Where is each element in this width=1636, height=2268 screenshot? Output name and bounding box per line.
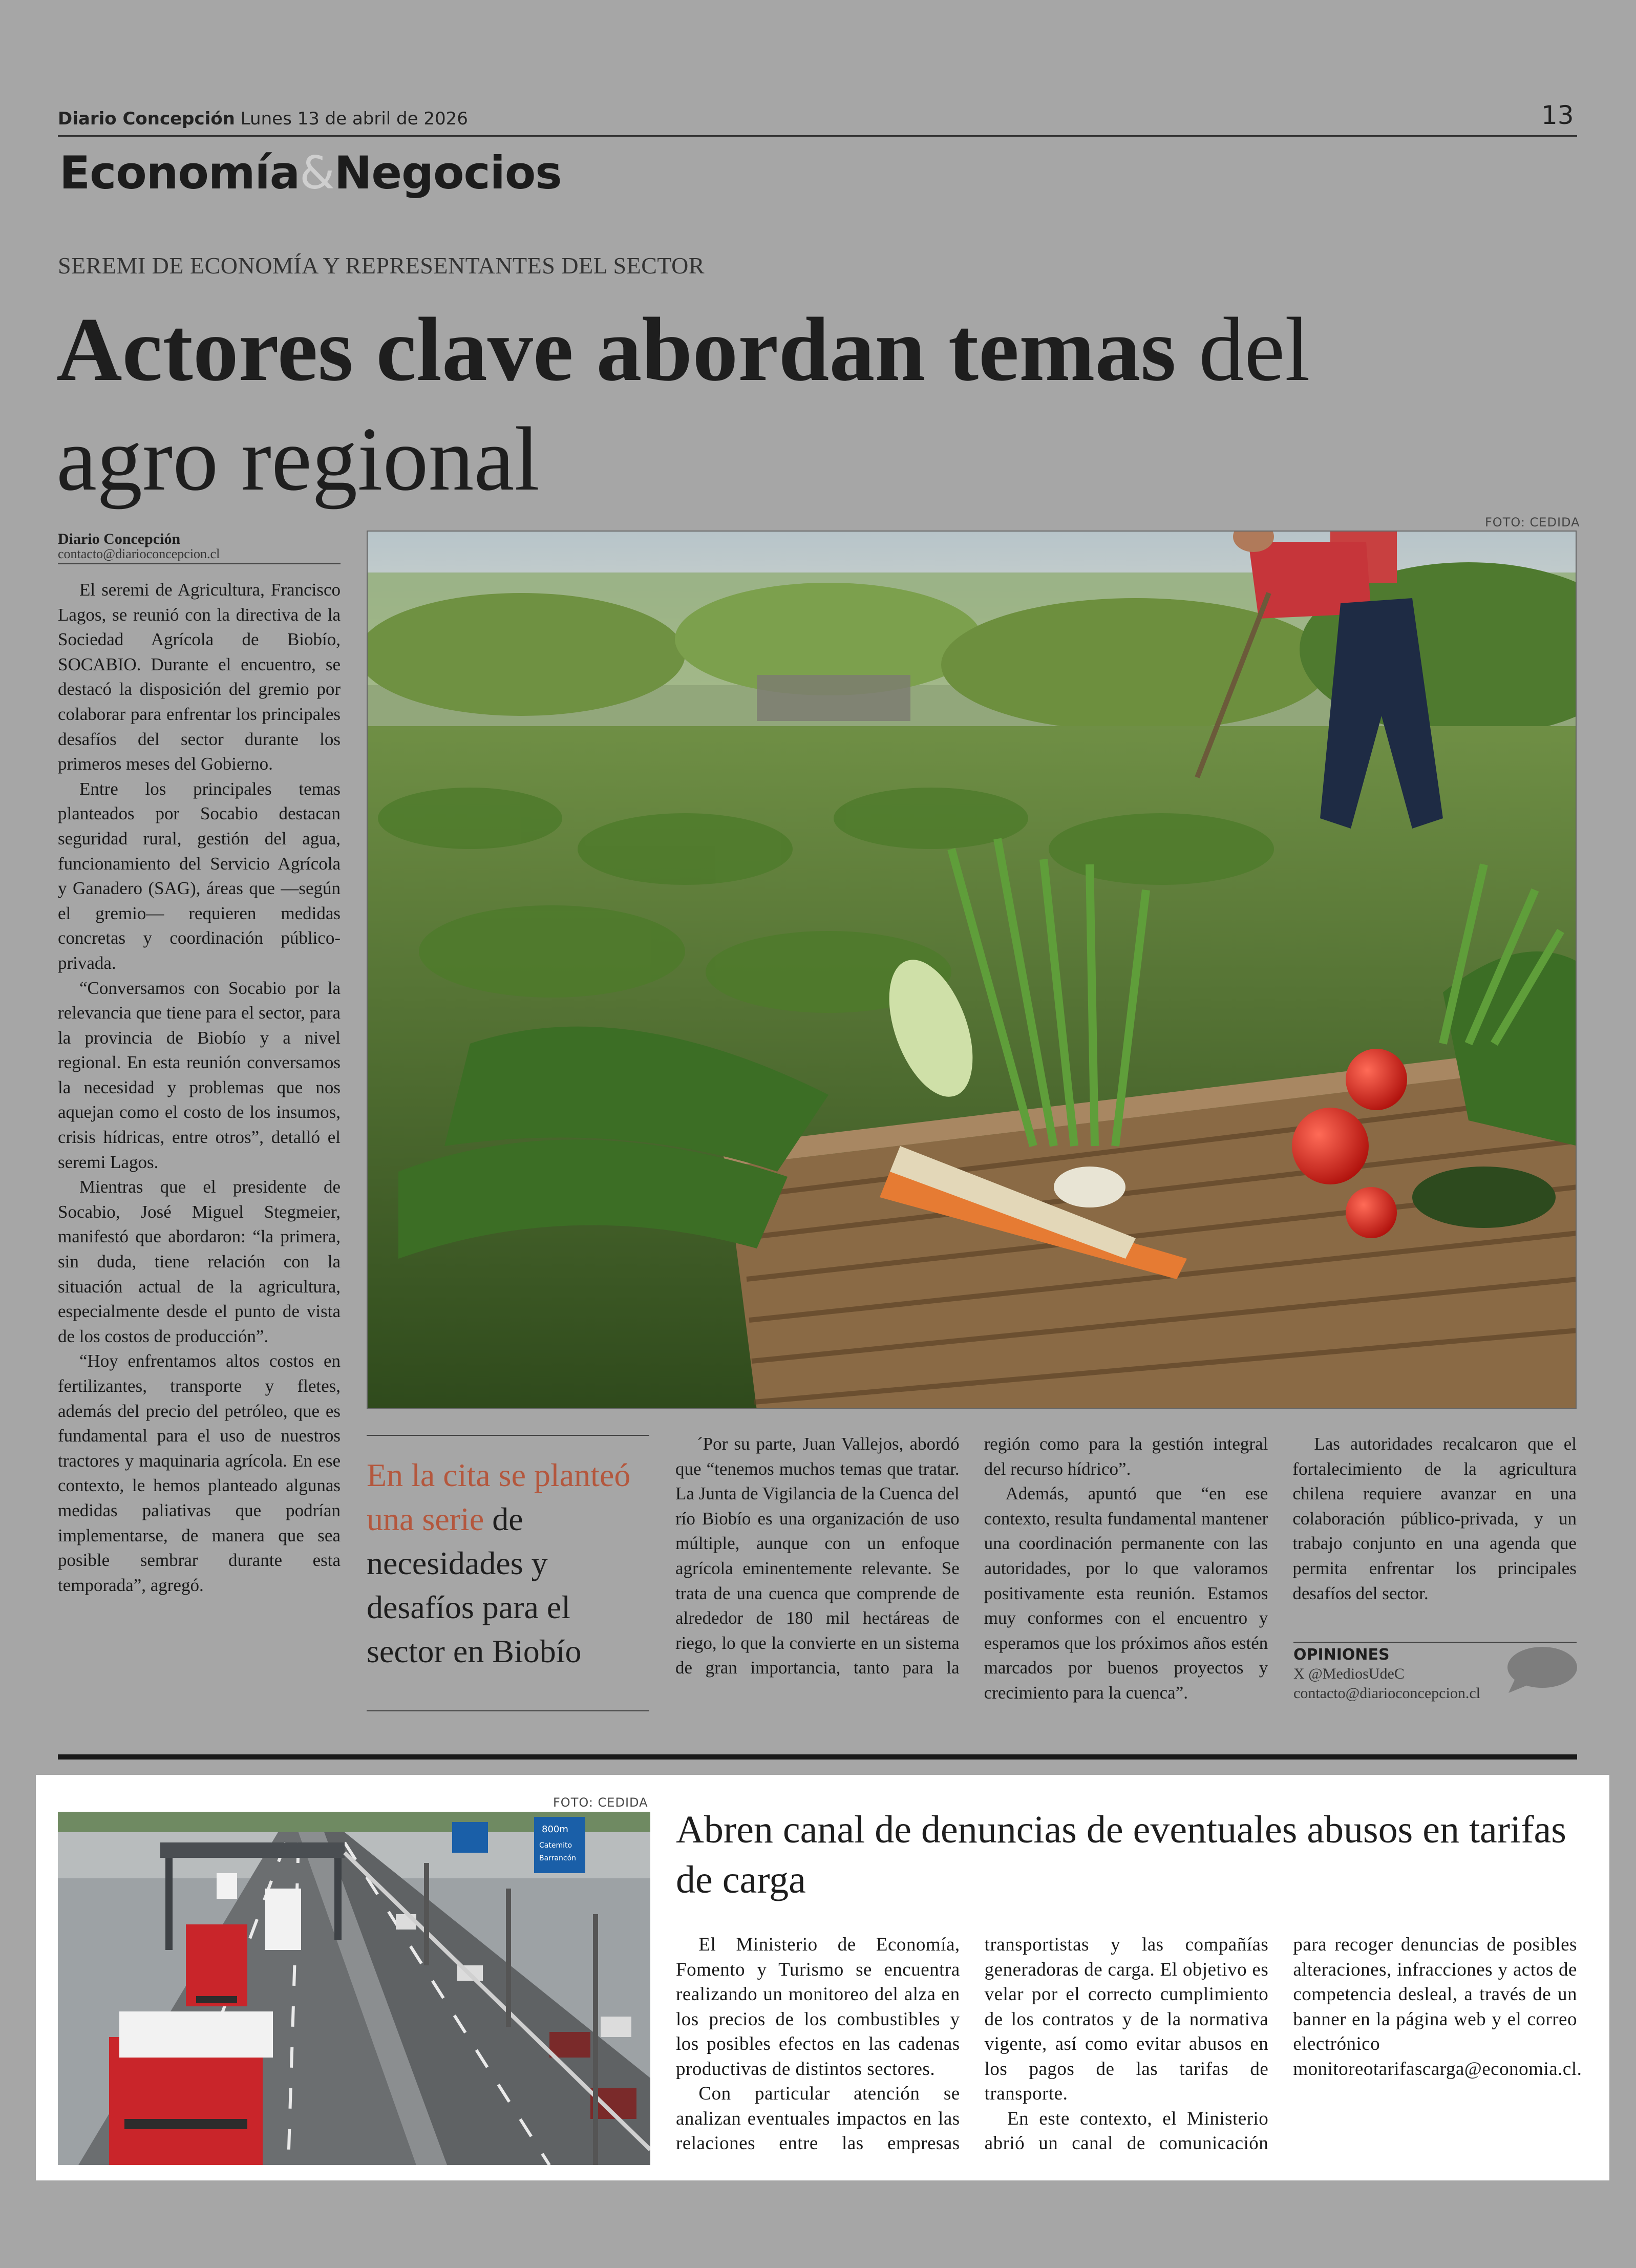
- byline-email[interactable]: contacto@diarioconcepcion.cl: [58, 546, 220, 561]
- main-photo-farm: [367, 531, 1577, 1409]
- article-column-3-5: [675, 1432, 1577, 1708]
- paragraph: Con particular atención se analizan eventuales impactos en las relaciones entre las empresas transportistas y las compañías generadoras de carga. El objetivo es velar por el correcto cumplimiento de los contratos y de la normativa vigente, así como evitar abusos en los pagos de las tarifas de transporte.: [676, 1934, 1269, 2154]
- masthead-line: [58, 109, 468, 129]
- paragraph: Además, apuntó que “en ese contexto, resulta fundamental mantener una coordinación permanente con las autoridades, por lo que valoramos positivamente esta reunión. Estamos muy conformes con el encuentro y esperamos que los próximos años estén marcados por buenos proyectos y crecimiento para la cuenca”.: [984, 1483, 1268, 1703]
- farm-vegetable-basket-image: [368, 532, 1577, 1409]
- byline-rule: [58, 563, 341, 564]
- byline-name: Diario Concepción: [58, 531, 181, 547]
- paragraph: Las autoridades recalcaron que el fortalecimiento de la agricultura chilena requiere avanzar en una colaboración público-privada, y un trabajo conjunto en una agenda que permita enfrentar los principales desafíos del sector.: [1292, 1434, 1577, 1603]
- paragraph: El seremi de Agricultura, Francisco Lagos, se reunió con la directiva de la Sociedad Agrícola de Biobío, SOCABIO. Durante el encuentro, se destacó la disposición del gremio por colaborar para enfrentar los principales desafíos del sector durante los primeros meses del Gobierno.: [58, 580, 341, 774]
- paragraph: El Ministerio de Economía, Fomento y Turismo se encuentra realizando un monitoreo del alza en los precios de los combustibles y los posibles efectos en las cadenas productivas de distintos sectores.: [676, 1934, 960, 2080]
- article-headline: Actores clave abordan temas del agro regional: [56, 299, 1310, 510]
- speech-bubble-icon: [1504, 1646, 1577, 1698]
- opinions-email[interactable]: contacto@diarioconcepcion.cl: [1293, 1685, 1480, 1702]
- opinions-rule: [1293, 1642, 1577, 1643]
- paragraph: ´Por su parte, Juan Vallejos, abordó que “tenemos muchos temas que tratar. La Junta de Vigilancia de la Cuenca del río Biobío es una organización de uso múltiple, aunque con un enfoque agrícola eminentemente relevante. Se trata de una cuenca que comprende de alrededor de 180 mil hectáreas de riego, lo que la convierte en un sistema de gran importancia, tanto para la región como para la gestión integral del recurso hídrico”.: [675, 1434, 1268, 1678]
- brief-headline: Abren canal de denuncias de eventuales abusos en tarifas de carga: [676, 1808, 1566, 1901]
- sign-text-2: Catemito: [539, 1841, 572, 1850]
- brief-photo-credit: FOTO: CEDIDA: [553, 1795, 648, 1810]
- opinions-title: OPINIONES: [1293, 1646, 1390, 1664]
- masthead-rule: [58, 135, 1577, 137]
- section-title: Economía&Negocios: [59, 146, 562, 199]
- paragraph: En este contexto, el Ministerio abrió un canal de comunicación para recoger denuncias de posibles alteraciones, infracciones y actos de competencia desleal, a través de un banner en la página web y el correo electrónico monitoreotarifascarga@economia.cl.: [984, 1934, 1582, 2154]
- sign-text-3: Barrancón: [539, 1854, 577, 1862]
- page-number: 13: [1541, 100, 1574, 130]
- sign-text-1: 800m: [542, 1824, 568, 1835]
- opinions-x-handle[interactable]: X @MediosUdeC: [1293, 1665, 1405, 1682]
- brief-photo-highway: [58, 1812, 650, 2165]
- brief-body: [676, 1933, 1582, 2158]
- paragraph: “Hoy enfrentamos altos costos en fertilizantes, transporte y fletes, además del precio del petróleo, que es fundamental para el uso de nuestros tractores y maquinaria agrícola. En ese contexto, le hemos planteado algunas medidas paliativas que podrían implementarse, de manera que sea posible sembrar durante esta temporada”, agregó.: [58, 1351, 341, 1595]
- highway-trucks-image: [58, 1812, 650, 2165]
- paragraph: Entre los principales temas planteados por Socabio destacan seguridad rural, gestión del agua, funcionamiento del Servicio Agrícola y Ganadero (SAG), áreas que —según el gremio— requieren medidas concretas y coordinación público-privada.: [58, 778, 341, 973]
- pullquote-top-rule: [367, 1435, 649, 1436]
- pullquote-bottom-rule: [367, 1710, 649, 1711]
- article-column-1: [58, 578, 341, 1598]
- paragraph: “Conversamos con Socabio por la relevancia que tiene para el sector, para la provincia de Biobío y a nivel regional. En esta reunión conversamos la necesidad y problemas que nos aquejan como el costo de los insumos, crisis hídricas, entre otros”, detalló el seremi Lagos.: [58, 978, 341, 1172]
- article-kicker: SEREMI DE ECONOMÍA Y REPRESENTANTES DEL SECTOR: [58, 252, 705, 279]
- photo-credit: FOTO: CEDIDA: [1485, 515, 1580, 529]
- edition-date: Lunes 13 de abril de 2026: [240, 109, 468, 129]
- paper-name: Diario Concepción: [58, 109, 235, 129]
- paragraph: Mientras que el presidente de Socabio, José Miguel Stegmeier, manifestó que abordaron: “la primera, sin duda, tiene relación con la situación actual de la agricultura, especialmente desde el punto de vista de los costos de producción”.: [58, 1177, 341, 1346]
- pullquote: En la cita se planteó una serie de necesidades y desafíos para el sector en Biobío: [367, 1457, 631, 1669]
- section-divider: [58, 1754, 1577, 1760]
